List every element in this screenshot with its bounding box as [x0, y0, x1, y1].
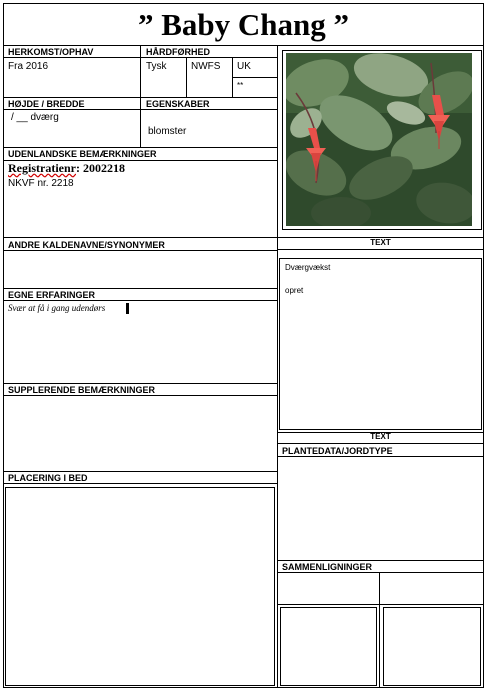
egne-value[interactable]: Svær at få i gang udendørs [8, 303, 106, 313]
text-box-line1: Dværgvækst [285, 263, 331, 272]
registration-word: Registratienr [8, 161, 76, 175]
page-title: ” Baby Chang ” [137, 7, 350, 42]
cell-divider [140, 45, 141, 147]
row-line [3, 97, 277, 98]
text-cursor [126, 303, 129, 314]
column-divider [277, 45, 278, 688]
text-header-1: TEXT [370, 238, 391, 247]
row-line [3, 471, 277, 472]
nkvf-number: NKVF nr. 2218 [8, 178, 74, 189]
supplerende-label: SUPPLERENDE BEMÆRKNINGER [8, 385, 156, 395]
plant-photo [286, 53, 472, 226]
row-line [277, 604, 484, 605]
row-line [3, 147, 277, 148]
registration-value: : 2002218 [75, 161, 125, 175]
cell-divider [186, 57, 187, 97]
text-header-2: TEXT [370, 432, 391, 441]
egenskaber-value: blomster [148, 126, 187, 137]
herkomst-label: HERKOMST/OPHAV [8, 47, 94, 57]
row-line [277, 249, 484, 250]
row-line [3, 288, 277, 289]
row-line [3, 250, 277, 251]
cell-divider [379, 572, 380, 688]
egne-label: EGNE ERFARINGER [8, 290, 96, 300]
row-line [277, 443, 484, 444]
text-box[interactable] [279, 258, 482, 430]
andre-label: ANDRE KALDENAVNE/SYNONYMER [8, 240, 165, 250]
egenskaber-label: EGENSKABER [146, 99, 210, 109]
hardforhed-uk: UK [237, 61, 251, 72]
udenlandske-label: UDENLANDSKE BEMÆRKNINGER [8, 149, 157, 159]
row-line [232, 77, 277, 78]
row-line [3, 383, 277, 384]
placering-label: PLACERING I BED [8, 473, 88, 483]
row-line [3, 483, 277, 484]
plantedata-label: PLANTEDATA/JORDTYPE [282, 446, 393, 456]
row-line [277, 456, 484, 457]
comparison-box-left [280, 607, 377, 686]
title-divider [3, 45, 484, 46]
hardforhed-nwfs: NWFS [191, 61, 221, 72]
registration-number [8, 161, 125, 176]
row-line [3, 300, 277, 301]
placering-box [5, 487, 275, 686]
uk-rating: ** [237, 81, 244, 90]
row-line [277, 560, 484, 561]
comparison-box-right [383, 607, 481, 686]
hojde-value: / __ dværg [11, 112, 59, 123]
row-line [277, 572, 484, 573]
text-box-line2: opret [285, 286, 304, 295]
row-line [3, 237, 277, 238]
hardforhed-tysk: Tysk [146, 61, 167, 72]
sammenligninger-label: SAMMENLIGNINGER [282, 562, 372, 572]
hojde-label: HØJDE / BREDDE [8, 99, 85, 109]
row-line [3, 395, 277, 396]
row-line [3, 109, 277, 110]
hardforhed-label: HÅRDFØRHED [146, 47, 210, 57]
herkomst-value: Fra 2016 [8, 61, 49, 72]
